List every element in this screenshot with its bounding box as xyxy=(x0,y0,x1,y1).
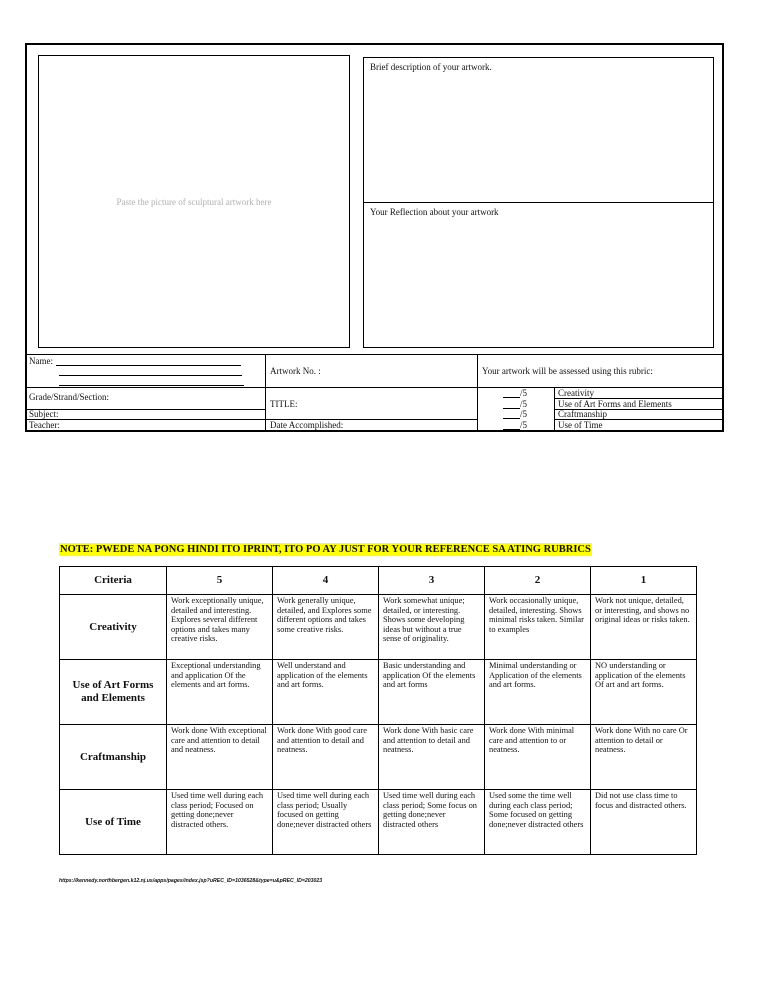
info-divider-2 xyxy=(477,354,478,431)
name-blank-1[interactable] xyxy=(56,365,241,366)
table-row xyxy=(60,725,697,790)
rubric-cell: NO understanding or application of the elements Of art and art forms. xyxy=(591,660,697,725)
name-row-border xyxy=(26,387,265,388)
rubric-cell: Basic understanding and application Of the elements and art forms xyxy=(379,660,485,725)
artwork-row-border xyxy=(265,387,477,388)
rubric-cell: Work exceptionally unique, detailed and interesting. Explores several different options and takes many creative risks. xyxy=(167,595,273,660)
rubric-cell: Work done With basic care and attention to detail and neatness. xyxy=(379,725,485,790)
subject-label: Subject: xyxy=(29,409,59,419)
rubric-table xyxy=(59,566,697,855)
score-criterion-2: Use of Art Forms and Elements xyxy=(558,399,672,409)
artwork-image-placeholder[interactable] xyxy=(38,55,350,348)
rubric-cell: Minimal understanding or Application of the elements and art forms. xyxy=(485,660,591,725)
rubric-cell: Work done With exceptional care and attention to detail and neatness. xyxy=(167,725,273,790)
rubric-cell: Used time well during each class period; Some focus on getting done;never distracted others xyxy=(379,790,485,855)
header-score-2: 2 xyxy=(485,567,591,595)
rubric-intro-border xyxy=(477,387,723,388)
score-criterion-3: Craftmanship xyxy=(558,409,607,419)
score-criterion-1: Creativity xyxy=(558,388,594,398)
score-value-4: /5 xyxy=(520,420,528,430)
header-score-1: 1 xyxy=(591,567,697,595)
subject-row-border xyxy=(26,419,265,420)
table-row xyxy=(60,595,697,660)
rubric-cell: Work somewhat unique; detailed, or interesting. Shows some developing ideas but without a true sense of originality. xyxy=(379,595,485,660)
rubric-cell: Work done With minimal care and attention to or neatness. xyxy=(485,725,591,790)
artwork-no-label: Artwork No. : xyxy=(270,366,321,376)
rubric-header-row xyxy=(60,567,697,595)
reflection-label: Your Reflection about your artwork xyxy=(370,207,499,217)
score-criterion-4: Use of Time xyxy=(558,420,603,430)
print-note: NOTE: PWEDE NA PONG HINDI ITO IPRINT, ITO PO AY JUST FOR YOUR REFERENCE SA ATING RUBRICS xyxy=(60,544,591,555)
grade-label: Grade/Strand/Section: xyxy=(29,392,109,402)
table-row xyxy=(60,790,697,855)
reflection-box[interactable] xyxy=(363,202,714,348)
table-row xyxy=(60,660,697,725)
header-criteria: Criteria xyxy=(60,567,167,595)
rubric-intro: Your artwork will be assessed using this rubric: xyxy=(482,366,653,376)
criterion-art-forms: Use of Art Forms and Elements xyxy=(60,660,167,725)
rubric-cell: Work done With no care Or attention to detail or neatness. xyxy=(591,725,697,790)
score-value-1: /5 xyxy=(520,388,528,398)
header-score-5: 5 xyxy=(167,567,273,595)
rubric-cell: Exceptional understanding and application Of the elements and art forms. xyxy=(167,660,273,725)
teacher-label: Teacher: xyxy=(29,420,60,430)
name-blank-2[interactable] xyxy=(59,375,242,376)
score-value-2: /5 xyxy=(520,399,528,409)
rubric-cell: Did not use class time to focus and distracted others. xyxy=(591,790,697,855)
rubric-cell: Well understand and application of the elements and art forms. xyxy=(273,660,379,725)
paste-placeholder-text: Paste the picture of sculptural artwork here xyxy=(116,196,272,207)
header-score-3: 3 xyxy=(379,567,485,595)
score-value-3: /5 xyxy=(520,409,528,419)
rubric-cell: Used time well during each class period; Focused on getting done;never distracted others. xyxy=(167,790,273,855)
rubric-cell: Work generally unique, detailed, and Explores some different options and takes some creative risks. xyxy=(273,595,379,660)
source-url[interactable]: https://kennedy.northbergen.k12.nj.us/apps/pages/index.jsp?uREC_ID=1036528&type=u&pREC_ID=203023 xyxy=(59,878,323,884)
grade-row-border xyxy=(26,409,265,410)
score-blank-4[interactable] xyxy=(503,429,520,430)
score-divider xyxy=(554,387,555,431)
rubric-cell: Work occasionally unique, detailed, interesting. Shows minimal risks taken. Similar to examples xyxy=(485,595,591,660)
rubric-cell: Work done With good care and attention to detail and neatness. xyxy=(273,725,379,790)
title-label: TITLE: xyxy=(270,399,298,409)
rubric-cell: Used time well during each class period; Usually focused on getting done;never distracted others xyxy=(273,790,379,855)
criterion-use-of-time: Use of Time xyxy=(60,790,167,855)
description-box[interactable] xyxy=(363,57,714,203)
name-label: Name: xyxy=(29,356,53,366)
date-label: Date Accomplished: xyxy=(270,420,344,430)
name-blank-3[interactable] xyxy=(59,385,244,386)
score-blank-1[interactable] xyxy=(503,397,520,398)
rubric-cell: Work not unique, detailed, or interesting, and shows no original ideas or risks taken. xyxy=(591,595,697,660)
header-score-4: 4 xyxy=(273,567,379,595)
description-label: Brief description of your artwork. xyxy=(370,62,492,72)
score-blank-3[interactable] xyxy=(503,418,520,419)
info-top-border xyxy=(26,354,723,355)
criterion-creativity: Creativity xyxy=(60,595,167,660)
criterion-craftmanship: Craftmanship xyxy=(60,725,167,790)
rubric-cell: Used some the time well during each class period; Some focused on getting done;never distracted others xyxy=(485,790,591,855)
score-blank-2[interactable] xyxy=(503,408,520,409)
